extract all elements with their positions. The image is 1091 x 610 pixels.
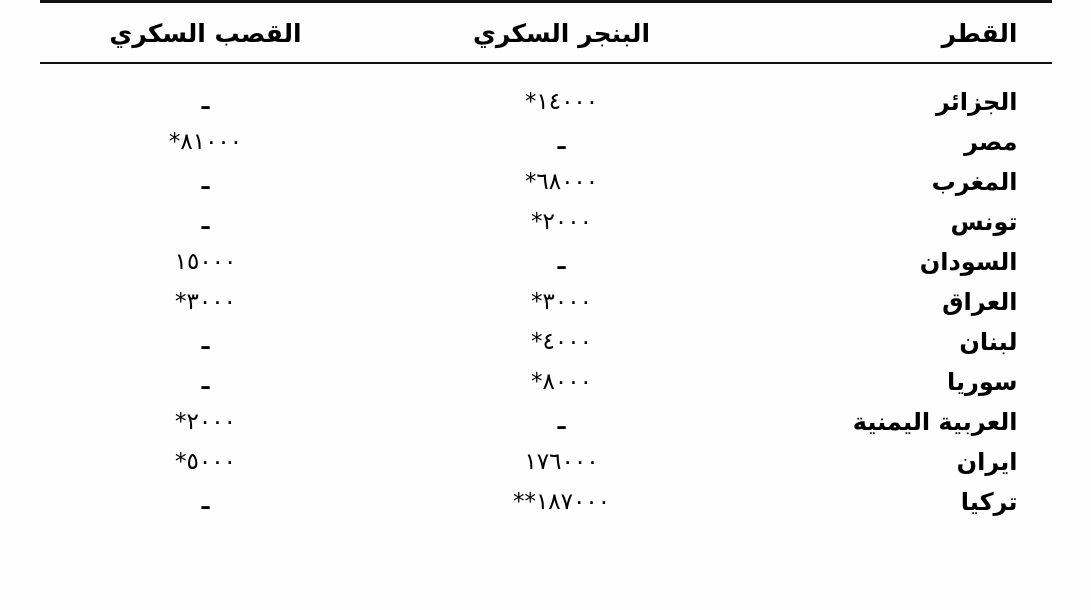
table-row (40, 362, 1052, 402)
cell-sugar-beet: ٦٨٠٠٠* (524, 169, 599, 195)
table-row (40, 202, 1052, 242)
table-row (40, 242, 1052, 282)
cell-sugar-beet: ـ (557, 409, 566, 435)
table-row (40, 482, 1052, 522)
cell-sugar-cane: ٥٠٠٠* (175, 449, 236, 475)
table-header-row (40, 3, 1052, 62)
table-spacer-row (40, 63, 1052, 82)
cell-country: ايران (956, 448, 1018, 476)
cell-sugar-beet: ١٧٦٠٠٠ (524, 449, 599, 475)
cell-sugar-beet: ٢٠٠٠* (531, 209, 592, 235)
cell-country: العربية اليمنية (852, 408, 1018, 436)
table-row (40, 442, 1052, 482)
cell-sugar-beet: ـ (557, 129, 566, 155)
crop-production-table (40, 0, 1052, 522)
cell-sugar-cane: ـ (201, 209, 210, 235)
table-row (40, 82, 1052, 122)
cell-sugar-cane: ـ (201, 169, 210, 195)
cell-country: سوريا (947, 368, 1018, 396)
cell-sugar-beet: ٣٠٠٠* (531, 289, 592, 315)
table-row (40, 322, 1052, 362)
table-head (40, 2, 1052, 64)
cell-country: العراق (942, 288, 1018, 316)
cell-sugar-beet: ١٤٠٠٠* (524, 89, 599, 115)
cell-country: تونس (950, 208, 1018, 236)
table-row (40, 122, 1052, 162)
cell-sugar-cane: ٣٠٠٠* (175, 289, 236, 315)
cell-country: المغرب (931, 168, 1018, 196)
header-country: القطر (941, 19, 1018, 48)
table-row (40, 402, 1052, 442)
cell-country: تركيا (960, 488, 1018, 516)
cell-sugar-cane: ٢٠٠٠* (175, 409, 236, 435)
spacer-cell-cane (40, 63, 372, 82)
cell-sugar-beet: ٨٠٠٠* (531, 369, 592, 395)
cell-country: مصر (964, 128, 1018, 156)
cell-country: السودان (919, 248, 1018, 276)
header-sugar-beet: البنجر السكري (472, 19, 651, 48)
spacer-cell-beet (372, 63, 752, 82)
spacer-cell-country (752, 63, 1052, 82)
cell-country: لبنان (959, 328, 1018, 356)
header-sugar-cane: القصب السكري (109, 19, 302, 48)
cell-sugar-cane: ـ (201, 329, 210, 355)
cell-country: الجزائر (935, 88, 1018, 116)
table-row (40, 282, 1052, 322)
cell-sugar-cane: ـ (201, 89, 210, 115)
cell-sugar-beet: ١٨٧٠٠٠** (512, 489, 611, 515)
cell-sugar-beet: ٤٠٠٠* (531, 329, 592, 355)
cell-sugar-beet: ـ (557, 249, 566, 275)
table-body (40, 63, 1052, 522)
table-row (40, 162, 1052, 202)
cell-sugar-cane: ١٥٠٠٠ (174, 249, 237, 275)
cell-sugar-cane: ـ (201, 369, 210, 395)
cell-sugar-cane: ـ (201, 489, 210, 515)
cell-sugar-cane: ٨١٠٠٠* (168, 129, 243, 155)
